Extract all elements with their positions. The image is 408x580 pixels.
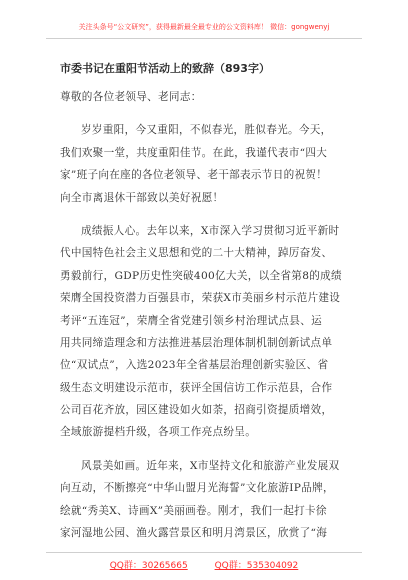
- text-line: 全域旅游提档升级，各项工作亮点纷呈。: [60, 426, 257, 439]
- paragraph-3: [60, 455, 352, 545]
- text-line: 代中国特色社会主义思想和党的二十大精神，踔厉奋发、: [60, 247, 333, 260]
- text-line: 向互动，不断擦亮“中华山盟月光海誓”文化旅游IP品牌，: [60, 482, 334, 495]
- paragraph-1: [60, 119, 352, 209]
- text-line: 考评“五连冠”，荣膺全省党建引领乡村治理试点县、运: [60, 314, 322, 327]
- text-line: 家河湿地公园、渔火露营景区和明月湾景区，欣赏了“海: [60, 527, 328, 540]
- header-banner: 关注头条号“公文研究”，获得最新最全最专业的公文资料库！ 微信：gongwenyj: [78, 23, 330, 31]
- text-line: 公司百花齐放，园区建设如火如荼，招商引资提质增效，: [60, 404, 333, 417]
- qq-group-link-1[interactable]: QQ群：30265665: [109, 561, 188, 571]
- text-line: 我们欢聚一堂，共度重阳佳节。在此，我谨代表市“四大: [60, 146, 328, 159]
- text-line: 岁岁重阳，今又重阳，不似春光，胜似春光。今天，: [81, 124, 332, 137]
- header-divider: [46, 38, 362, 39]
- text-line: 成绩振人心。去年以来，X市深入学习贯彻习近平新时: [81, 224, 340, 237]
- text-line: 勇毅前行，GDP历史性突破400亿大关，以全省第8的成绩: [60, 269, 342, 282]
- text-line: 级生态文明建设示范市，获评全国信访工作示范县，合作: [60, 381, 333, 394]
- text-line: 风景美如画。近年来，X市坚持文化和旅游产业发展双: [81, 459, 340, 472]
- text-line: 用共同缔造理念和方法推进基层治理体制机制创新试点单: [60, 336, 333, 349]
- salutation: 尊敬的各位老领导、老同志：: [60, 91, 202, 103]
- document-body: [60, 86, 352, 544]
- document-title: 市委书记在重阳节活动上的致辞（893字）: [60, 62, 270, 75]
- text-line: 家”班子向在座的各位老领导、老干部表示节日的祝贺！: [60, 169, 328, 182]
- qq-group-link-2[interactable]: QQ群：535304092: [214, 561, 299, 571]
- text-line: 位“双试点”，入选2023年全省基层治理创新实验区、省: [60, 359, 329, 372]
- text-line: 荣膺全国投资潜力百强县市，荣获X市美丽乡村示范片建设: [60, 292, 341, 305]
- text-line: 绘就“秀美X、诗画X”美丽画卷。刚才，我们一起打卡徐: [60, 504, 327, 517]
- text-line: 向全市离退休干部致以美好祝愿！: [60, 191, 224, 204]
- footer: [0, 558, 408, 571]
- paragraph-2: [60, 220, 352, 444]
- footer-divider: [46, 552, 362, 553]
